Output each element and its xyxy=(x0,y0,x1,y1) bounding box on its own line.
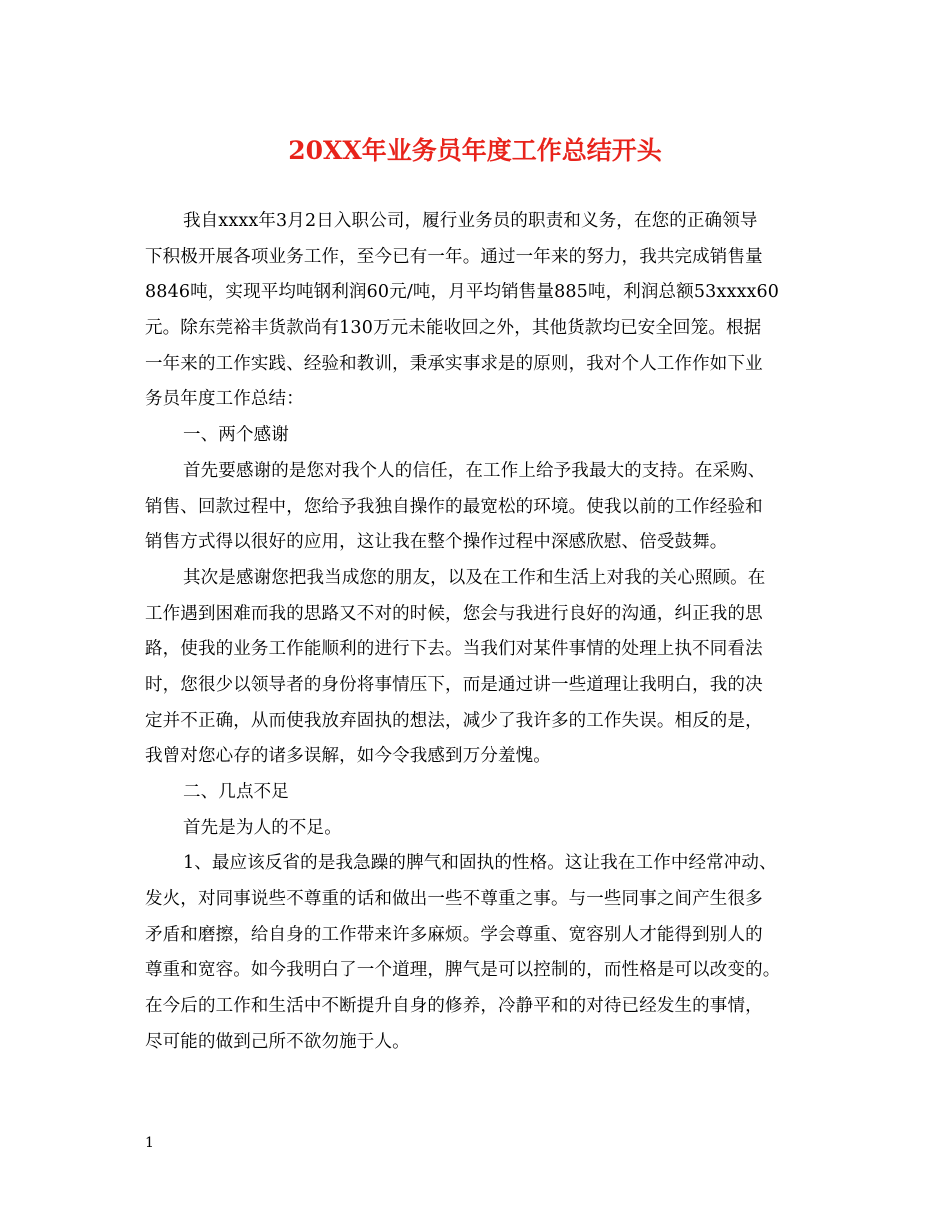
body-line: 一年来的工作实践、经验和教训，秉承实事求是的原则，我对个人工作作如下业 xyxy=(145,353,763,374)
body-line: 其次是感谢您把我当成您的朋友，以及在工作和生活上对我的关心照顾。在 xyxy=(183,567,766,588)
body-line: 务员年度工作总结： xyxy=(145,389,304,410)
body-line: 发火，对同事说些不尊重的话和做出一些不尊重之事。与一些同事之间产生很多 xyxy=(145,889,763,910)
body-line: 首先是为人的不足。 xyxy=(183,817,342,838)
body-line: 在今后的工作和生活中不断提升自身的修养，冷静平和的对待已经发生的事情， xyxy=(145,996,763,1017)
body-line: 我曾对您心存的诸多误解，如今令我感到万分羞愧。 xyxy=(145,746,551,767)
section-heading: 二、几点不足 xyxy=(183,782,289,802)
document-title: 20XX年业务员年度工作总结开头 xyxy=(288,136,662,165)
section-heading: 一、两个感谢 xyxy=(183,425,289,446)
body-line: 尽可能的做到己所不欲勿施于人。 xyxy=(145,1031,410,1052)
body-line: 1、最应该反省的是我急躁的脾气和固执的性格。这让我在工作中经常冲动、 xyxy=(183,853,777,874)
body-line: 矛盾和磨擦，给自身的工作带来许多麻烦。学会尊重、宽容别人才能得到别人的 xyxy=(145,924,763,945)
body-line: 定并不正确，从而使我放弃固执的想法，减少了我许多的工作失误。相反的是， xyxy=(145,710,763,731)
body-line: 下积极开展各项业务工作，至今已有一年。通过一年来的努力，我共完成销售量 xyxy=(145,246,763,267)
page-number: 1 xyxy=(145,1135,154,1151)
body-line: 元。除东莞裕丰货款尚有130万元未能收回之外，其他货款均已安全回笼。根据 xyxy=(145,318,762,339)
body-line: 销售、回款过程中，您给予我独自操作的最宽松的环境。使我以前的工作经验和 xyxy=(145,496,763,517)
body-line: 工作遇到困难而我的思路又不对的时候，您会与我进行良好的沟通，纠正我的思 xyxy=(145,603,763,624)
document-body xyxy=(145,204,810,1061)
body-line: 销售方式得以很好的应用，这让我在整个操作过程中深感欣慰、倍受鼓舞。 xyxy=(145,532,728,553)
body-line: 首先要感谢的是您对我个人的信任，在工作上给予我最大的支持。在采购、 xyxy=(183,460,766,481)
body-line: 路，使我的业务工作能顺利的进行下去。当我们对某件事情的处理上执不同看法 xyxy=(145,639,763,660)
body-line: 8846吨，实现平均吨钢利润60元/吨，月平均销售量885吨，利润总额53xxxx60 xyxy=(145,282,780,303)
body-line: 尊重和宽容。如今我明白了一个道理，脾气是可以控制的，而性格是可以改变的。 xyxy=(145,960,781,981)
body-line: 时，您很少以领导者的身份将事情压下，而是通过讲一些道理让我明白，我的决 xyxy=(145,674,763,695)
body-line: 我自xxxx年3月2日入职公司，履行业务员的职责和义务，在您的正确领导 xyxy=(183,211,758,231)
